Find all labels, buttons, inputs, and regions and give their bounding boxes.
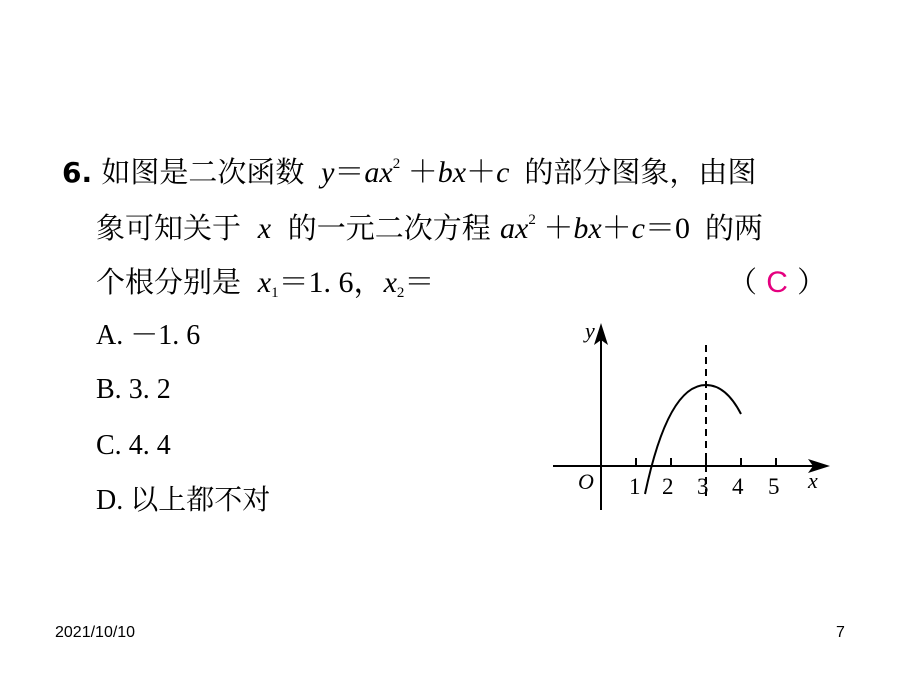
- option-label: A.: [96, 320, 124, 351]
- option-text: －1. 6: [130, 320, 201, 351]
- answer-choice: C: [766, 266, 788, 299]
- x-tick-label: 3: [697, 474, 709, 499]
- y-axis-label: y: [585, 318, 595, 343]
- option-label: D.: [96, 485, 124, 516]
- option-label: B.: [96, 374, 122, 405]
- question-text-2-tail: 的两: [705, 211, 764, 245]
- variable-x: x: [250, 212, 279, 245]
- roots-expression: $x_1=1$. 6，$x_2=$: [250, 266, 435, 301]
- parabola-curve: [645, 385, 741, 494]
- quadratic-function: $y=ax^2 +bx+c$: [313, 156, 525, 189]
- x-tick-label: 4: [732, 474, 744, 499]
- x-tick-label: 2: [662, 474, 674, 499]
- question-text-3: 个根分别是: [96, 265, 242, 299]
- page-number: 7: [836, 624, 845, 641]
- question-text-1-tail: 的部分图象，由图: [524, 155, 757, 189]
- question-text-2-mid: 的一元二次方程: [287, 211, 491, 245]
- x-tick-label: 5: [768, 474, 780, 499]
- x-tick-label: 1: [629, 474, 641, 499]
- footer-date: 2021/10/10: [55, 624, 136, 641]
- question-text-1: 如图是二次函数: [101, 155, 305, 189]
- option-text: 以上都不对: [130, 485, 271, 516]
- paren-open: （: [728, 265, 758, 299]
- question-text-2: 象可知关于: [96, 211, 242, 245]
- quadratic-equation: $ax^2 +bx+c=0$: [500, 212, 690, 245]
- option-text: 4. 4: [128, 430, 171, 461]
- x-axis-label: x: [808, 468, 818, 493]
- option-label: C.: [96, 430, 122, 461]
- question-number: 6.: [62, 156, 93, 189]
- paren-close: ）: [797, 265, 827, 299]
- option-text: 3. 2: [128, 374, 171, 405]
- origin-label: O: [578, 469, 594, 494]
